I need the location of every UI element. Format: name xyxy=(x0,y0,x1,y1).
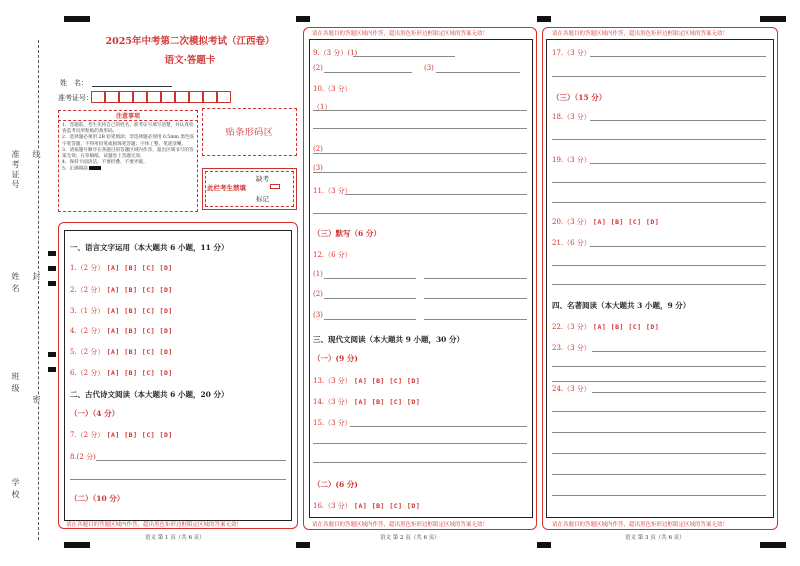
choice-options: [A] [B] [C] [D] xyxy=(106,431,173,439)
answer-line[interactable] xyxy=(424,278,527,279)
question-12-3: (3) xyxy=(313,311,323,319)
answer-line[interactable] xyxy=(592,351,766,352)
notes-list xyxy=(62,123,195,173)
choice-options: [A] [B] [C] [D] xyxy=(106,327,173,335)
question-14[interactable]: 14.（3 分） [A] [B] [C] [D] xyxy=(313,398,421,406)
question-16[interactable]: 16.（3 分） [A] [B] [C] [D] xyxy=(313,502,421,510)
answer-line[interactable] xyxy=(424,298,527,299)
answer-line[interactable] xyxy=(350,426,527,427)
alignment-mark xyxy=(48,281,56,286)
choice-options: [A] [B] [C] [D] xyxy=(354,398,421,406)
notes-divider xyxy=(58,120,198,121)
alignment-mark xyxy=(48,266,56,271)
subsection-title: （三）（15 分） xyxy=(552,93,607,102)
answer-line[interactable] xyxy=(96,460,286,461)
absent-checkbox[interactable] xyxy=(270,184,280,189)
alignment-mark xyxy=(296,542,310,548)
alignment-mark xyxy=(296,16,310,22)
alignment-mark xyxy=(537,16,551,22)
answer-line[interactable] xyxy=(552,495,766,496)
question-24: 24.（3 分） xyxy=(552,385,591,393)
page-footer: 语文 第 3 页（共 6 页） xyxy=(625,535,685,541)
question-10: 10.（3 分） xyxy=(313,85,352,93)
answer-line[interactable] xyxy=(552,284,766,285)
notes-title: 注意事项 xyxy=(115,113,140,120)
answer-line[interactable] xyxy=(552,381,766,382)
answer-line[interactable] xyxy=(313,128,527,129)
choice-options: [A] [B] [C] [D] xyxy=(106,307,173,315)
alignment-mark xyxy=(64,16,90,22)
section-title: 三、现代文阅读（本大题共 9 小题，30 分） xyxy=(313,335,464,344)
choice-options: [A] [B] [C] [D] xyxy=(106,348,173,356)
choice-options: [A] [B] [C] [D] xyxy=(354,502,421,510)
question-23: 23.（3 分） xyxy=(552,344,591,352)
question-22[interactable]: 22.（3 分） [A] [B] [C] [D] xyxy=(552,323,660,331)
answer-line[interactable] xyxy=(313,443,527,444)
question-8: 8.(2 分) xyxy=(70,453,96,461)
subsection-title: （一）(9 分) xyxy=(313,354,358,363)
question-9: 9.（3 分）(1) xyxy=(313,49,358,57)
alignment-mark xyxy=(64,542,90,548)
answer-line[interactable] xyxy=(552,139,766,140)
warning-text: 请在各题目的答题区域内作答，超出黑色矩形边框限定区域的答案无效！ xyxy=(552,522,729,528)
question-12: 12.（6 分） xyxy=(313,251,352,259)
warning-text: 请在各题目的答题区域内作答，超出黑色矩形边框限定区域的答案无效！ xyxy=(312,31,489,37)
warning-text: 请在各题目的答题区域内作答，超出黑色矩形边框限定区域的答案无效！ xyxy=(66,522,243,528)
answer-line[interactable] xyxy=(552,474,766,475)
question-21: 21.（6 分） xyxy=(552,239,591,247)
subsection-title: （二）（10 分） xyxy=(70,494,125,503)
answer-line[interactable] xyxy=(552,202,766,203)
question-3[interactable]: 3.（1 分） [A] [B] [C] [D] xyxy=(70,307,173,315)
answer-line[interactable] xyxy=(552,432,766,433)
notes-item: 1．答题前，考生先将自己的姓名、准考证号填写清楚，并认真检查监考员所粘贴的条形码。 xyxy=(62,123,194,135)
answer-line[interactable] xyxy=(552,453,766,454)
answer-line[interactable] xyxy=(313,462,527,463)
subsection-title: （三）默写（6 分） xyxy=(313,229,381,238)
name-field[interactable] xyxy=(92,86,172,87)
question-19: 19.（3 分） xyxy=(552,156,591,164)
answer-line[interactable] xyxy=(590,56,766,57)
answer-line[interactable] xyxy=(552,411,766,412)
question-9-3: (3) xyxy=(424,64,434,72)
answer-line[interactable] xyxy=(313,153,527,154)
alignment-mark xyxy=(48,352,56,357)
question-5[interactable]: 5.（2 分） [A] [B] [C] [D] xyxy=(70,348,173,356)
notes-item: 3．请按题号顺序在各题目的答题区域内作答，超出区域书写的答案无效；在草稿纸、试题卷上答题无效。 xyxy=(62,147,194,160)
page-title: 2025年中考第二次模拟考试（江西卷） xyxy=(105,36,275,47)
side-label-line: 线 xyxy=(32,150,41,158)
side-label-secret: 密 xyxy=(32,395,41,403)
answer-box-3 xyxy=(546,39,774,518)
side-label-school: 学校 xyxy=(11,478,20,502)
side-label-name: 姓名 xyxy=(11,272,20,296)
alignment-mark xyxy=(48,251,56,256)
question-10-2: (2) xyxy=(313,145,323,153)
choice-options: [A] [B] [C] [D] xyxy=(593,323,660,331)
question-12-2: (2) xyxy=(313,290,323,298)
answer-line[interactable] xyxy=(324,72,412,73)
side-label-seal: 封 xyxy=(32,272,41,280)
absent-text-1: 缺考 xyxy=(256,175,269,183)
answer-line[interactable] xyxy=(590,163,766,164)
page-subtitle: 语文·答题卡 xyxy=(164,55,216,66)
answer-line[interactable] xyxy=(313,110,527,111)
answer-line[interactable] xyxy=(324,298,416,299)
choice-options: [A] [B] [C] [D] xyxy=(106,286,173,294)
answer-line[interactable] xyxy=(324,319,416,320)
answer-line[interactable] xyxy=(313,172,527,173)
question-2[interactable]: 2.（2 分） [A] [B] [C] [D] xyxy=(70,286,173,294)
ticket-number-cells[interactable] xyxy=(91,91,231,103)
notes-item: 2．选择题必须用 2B 铅笔填涂；非选择题必须用 0.5mm 黑色签字笔答题，不得用铅笔或圆珠笔答题；字体工整、笔迹清晰。 xyxy=(62,135,195,147)
choice-options: [A] [B] [C] [D] xyxy=(354,377,421,385)
answer-line[interactable] xyxy=(552,366,766,367)
question-12-1: (1) xyxy=(313,270,323,278)
alignment-mark xyxy=(760,542,786,548)
answer-line[interactable] xyxy=(70,479,286,480)
notes-item: 4．保持卡面清洁，不要折叠、不要弄破。 xyxy=(62,160,148,166)
answer-line[interactable] xyxy=(590,246,766,247)
answer-line[interactable] xyxy=(592,392,766,393)
question-20[interactable]: 20.（3 分） [A] [B] [C] [D] xyxy=(552,218,660,226)
answer-line[interactable] xyxy=(345,194,527,195)
question-17: 17.（3 分） xyxy=(552,49,591,57)
absent-label: 此栏考生禁填 xyxy=(207,184,246,192)
answer-line[interactable] xyxy=(552,182,766,183)
question-10-1: （1） xyxy=(313,103,332,111)
page-footer: 语文 第 2 页（共 6 页） xyxy=(380,535,440,541)
question-6[interactable]: 6.（2 分） [A] [B] [C] [D] xyxy=(70,369,173,377)
notes-item: 5．正确填涂 xyxy=(62,166,195,173)
name-label: 姓 名： xyxy=(60,79,88,87)
answer-line[interactable] xyxy=(552,265,766,266)
question-18: 18.（3 分） xyxy=(552,113,591,121)
answer-line[interactable] xyxy=(313,213,527,214)
choice-options: [A] [B] [C] [D] xyxy=(106,369,173,377)
alignment-mark xyxy=(537,542,551,548)
absent-text-2: 标记 xyxy=(256,195,269,203)
question-1[interactable]: 1.（2 分） [A] [B] [C] [D] xyxy=(70,264,173,272)
filled-example-mark xyxy=(89,166,101,170)
answer-line[interactable] xyxy=(552,76,766,77)
warning-text: 请在各题目的答题区域内作答，超出黑色矩形边框限定区域的答案无效！ xyxy=(552,31,729,37)
alignment-mark xyxy=(760,16,786,22)
binding-line xyxy=(38,40,39,540)
ticket-label: 准考证号： xyxy=(58,94,93,102)
answer-line[interactable] xyxy=(324,278,416,279)
choice-options: [A] [B] [C] [D] xyxy=(106,264,173,272)
question-11: 11.（3 分） xyxy=(313,187,352,195)
question-15: 15.（3 分） xyxy=(313,419,352,427)
section-title: 四、名著阅读（本大题共 3 小题，9 分） xyxy=(552,301,691,310)
warning-text: 请在各题目的答题区域内作答，超出黑色矩形边框限定区域的答案无效！ xyxy=(312,522,489,528)
question-13[interactable]: 13.（3 分） [A] [B] [C] [D] xyxy=(313,377,421,385)
answer-line[interactable] xyxy=(353,56,455,57)
barcode-label: 贴条形码区 xyxy=(225,128,274,138)
answer-line[interactable] xyxy=(424,319,527,320)
choice-options: [A] [B] [C] [D] xyxy=(593,218,660,226)
alignment-mark xyxy=(48,367,56,372)
section-title: 一、语言文字运用（本大题共 6 小题，11 分） xyxy=(70,243,229,252)
section-title: 二、古代诗文阅读（本大题共 6 小题，20 分） xyxy=(70,390,229,399)
side-label-class: 班级 xyxy=(11,372,20,396)
subsection-title: （一）（4 分） xyxy=(70,409,120,418)
question-7[interactable]: 7.（2 分） [A] [B] [C] [D] xyxy=(70,431,173,439)
question-4[interactable]: 4.（2 分） [A] [B] [C] [D] xyxy=(70,327,173,335)
side-label-ticket: 准考证号 xyxy=(11,150,20,190)
question-9-2: (2) xyxy=(313,64,323,72)
answer-line[interactable] xyxy=(436,72,520,73)
question-10-3: (3) xyxy=(313,164,323,172)
page-footer: 语文 第 1 页（共 6 页） xyxy=(145,535,205,541)
subsection-title: （二）(6 分) xyxy=(313,480,358,489)
answer-line[interactable] xyxy=(590,120,766,121)
